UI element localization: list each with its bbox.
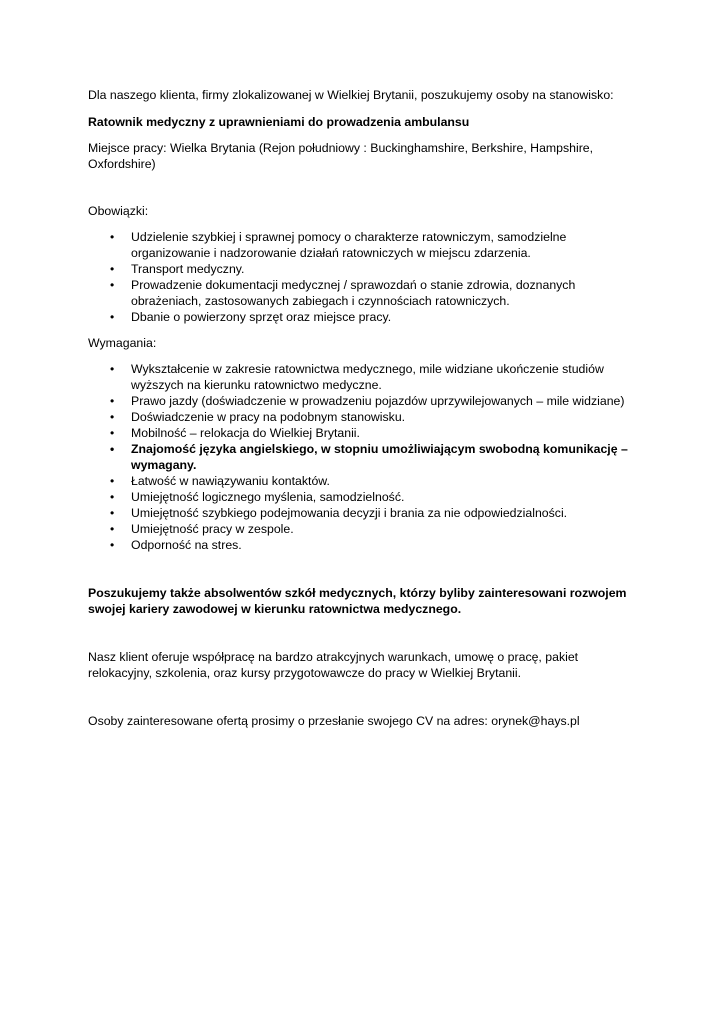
- list-item: [88, 393, 638, 409]
- list-item-text: Prowadzenie dokumentacji medycznej / sprawozdań o stanie zdrowia, doznanych obrażeniach, zastosowanych zabiegach i czynnościach ratowniczych.: [131, 278, 576, 308]
- job-title: Ratownik medyczny z uprawnieniami do prowadzenia ambulansu: [88, 115, 470, 129]
- list-item: [88, 521, 638, 537]
- bullet-icon: •: [110, 538, 115, 552]
- bullet-icon: •: [110, 278, 115, 292]
- list-item-text: Znajomość języka angielskiego, w stopniu umożliwiającym swobodną komunikację – wymagany.: [131, 442, 628, 472]
- bullet-icon: •: [110, 230, 115, 244]
- list-item: [88, 489, 638, 505]
- list-item: [88, 505, 638, 521]
- list-item: [88, 229, 638, 261]
- requirements-heading: Wymagania:: [88, 336, 157, 350]
- list-item: [88, 361, 638, 393]
- bullet-icon: •: [110, 362, 115, 376]
- bullet-icon: •: [110, 442, 115, 456]
- list-item-text: Dbanie o powierzony sprzęt oraz miejsce pracy.: [131, 310, 392, 324]
- bullet-icon: •: [110, 474, 115, 488]
- list-item: [88, 277, 638, 309]
- intro-paragraph: Dla naszego klienta, firmy zlokalizowanej w Wielkiej Brytanii, poszukujemy osoby na stanowisko:: [88, 88, 614, 102]
- list-item: [88, 441, 638, 473]
- list-item-text: Łatwość w nawiązywaniu kontaktów.: [131, 474, 330, 488]
- list-item: [88, 425, 638, 441]
- bullet-icon: •: [110, 394, 115, 408]
- graduates-paragraph: Poszukujemy także absolwentów szkół medycznych, którzy byliby zainteresowani rozwojem swojej kariery zawodowej w kierunku ratownictwa medycznego.: [88, 586, 627, 616]
- contact-paragraph: Osoby zainteresowane ofertą prosimy o przesłanie swojego CV na adres: orynek@hays.pl: [88, 714, 580, 728]
- offer-paragraph: Nasz klient oferuje współpracę na bardzo atrakcyjnych warunkach, umowę o pracę, pakiet relokacyjny, szkolenia, oraz kursy przygotowawcze do pracy w Wielkiej Brytanii.: [88, 650, 579, 680]
- list-item: [88, 309, 638, 325]
- bullet-icon: •: [110, 506, 115, 520]
- bullet-icon: •: [110, 262, 115, 276]
- bullet-icon: •: [110, 490, 115, 504]
- bullet-icon: •: [110, 426, 115, 440]
- list-item-text: Umiejętność szybkiego podejmowania decyzji i brania za nie odpowiedzialności.: [131, 506, 568, 520]
- list-item-text: Doświadczenie w pracy na podobnym stanowisku.: [131, 410, 406, 424]
- list-item-text: Odporność na stres.: [131, 538, 242, 552]
- list-item: [88, 261, 638, 277]
- duties-list: [88, 229, 638, 325]
- list-item-text: Umiejętność pracy w zespole.: [131, 522, 294, 536]
- list-item-text: Udzielenie szybkiej i sprawnej pomocy o charakterze ratowniczym, samodzielne organizowanie i nadzorowanie działań ratowniczych w miejscu zdarzenia.: [131, 230, 567, 260]
- list-item-text: Umiejętność logicznego myślenia, samodzielność.: [131, 490, 405, 504]
- location-paragraph: Miejsce pracy: Wielka Brytania (Rejon południowy : Buckinghamshire, Berkshire, Hampshire, Oxfordshire): [88, 141, 594, 171]
- requirements-list: [88, 361, 638, 553]
- bullet-icon: •: [110, 522, 115, 536]
- list-item-text: Prawo jazdy (doświadczenie w prowadzeniu pojazdów uprzywilejowanych – mile widziane): [131, 394, 625, 408]
- duties-heading: Obowiązki:: [88, 204, 149, 218]
- document-page: [88, 87, 638, 729]
- list-item-text: Wykształcenie w zakresie ratownictwa medycznego, mile widziane ukończenie studiów wyższych na kierunku ratownictwo medyczne.: [131, 362, 604, 392]
- list-item: [88, 537, 638, 553]
- list-item: [88, 473, 638, 489]
- bullet-icon: •: [110, 310, 115, 324]
- list-item-text: Transport medyczny.: [131, 262, 245, 276]
- bullet-icon: •: [110, 410, 115, 424]
- list-item-text: Mobilność – relokacja do Wielkiej Brytanii.: [131, 426, 360, 440]
- list-item: [88, 409, 638, 425]
